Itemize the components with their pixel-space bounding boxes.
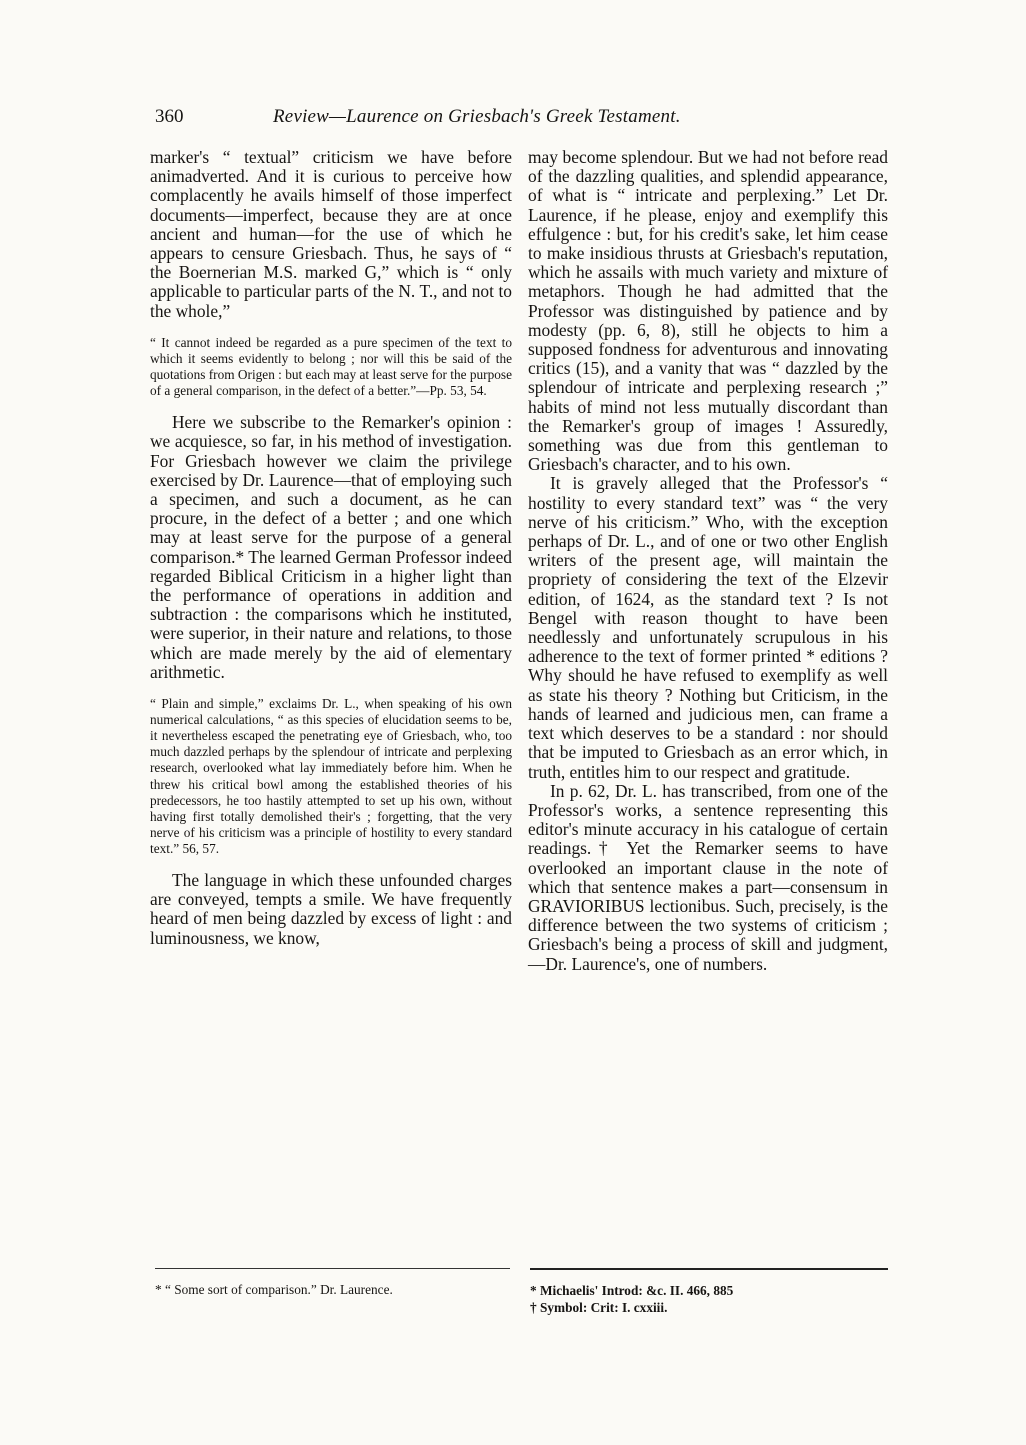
page-number: 360: [155, 106, 184, 127]
left-paragraph-2: Here we subscribe to the Remarker's opinion : we acquiesce, so far, in his method of investigation. For Griesbach however we claim the privilege exercised by Dr. Laurence—that of employing such a specimen, and such a document, as he can procure, in the defect of a better ; and one which may at least serve for the purpose of a general comparison.* The learned German Professor indeed regarded Biblical Criticism in a higher light than the performance of operations in addition and subtraction : the comparisons which he instituted, were superior, in their nature and relations, to those which are made merely by the aid of elementary arithmetic.: [150, 412, 512, 682]
left-paragraph-3: The language in which these unfounded charges are conveyed, tempts a smile. We have frequently heard of men being dazzled by excess of light : and luminousness, we know,: [150, 869, 512, 948]
left-column: [150, 148, 512, 948]
footnote-right-2: † Symbol: Crit: I. cxxiii.: [530, 1300, 668, 1315]
left-quotation-2: “ Plain and simple,” exclaims Dr. L., when speaking of his own numerical calculations, “ as this species of elucidation seems to be, it nevertheless escaped the penetrating eye of Griesbach, who, too much dazzled perhaps by the splendour of intricate and perplexing research, overlooked what lay immediately before him. When he threw his critical bowl among the established theories of his predecessors, he too hastily attempted to set up his own, without having first totally demolished their's ; forgetting, that the very nerve of his criticism was a principle of hostility to every standard text.” 56, 57.: [150, 696, 512, 856]
left-paragraph-1: marker's “ textual” criticism we have before animadverted. And it is curious to perceive how complacently he avails himself of those imperfect documents—imperfect, because they are at once ancient and human—for the use of which he appears to censure Griesbach. Thus, he says of “ the Boernerian M.S. marked G,” which is “ only applicable to particular parts of the N. T., and not to the whole,”: [150, 147, 512, 321]
footnote-left: * “ Some sort of comparison.” Dr. Laurence.: [155, 1282, 393, 1297]
left-footnotes: [155, 1268, 510, 1298]
footnote-right-1: * Michaelis' Introd: &c. II. 466, 885: [530, 1283, 734, 1298]
right-paragraph-2: It is gravely alleged that the Professor's “ hostility to every standard text” was “ the very nerve of his criticism.” Who, with the exception perhaps of Dr. L., and of one or two other English writers of the present age, will maintain the propriety of considering the text of the Elzevir edition, of 1624, as the standard text ? Is not Bengel with reason thought to have been needlessly and unfortunately scrupulous in his adherence to the text of former printed * editions ? Why should he have refused to exemplify as well as state his theory ? Nothing but Criticism, in the hands of learned and judicious men, can frame a text which deserves to be a standard : nor should that be imputed to Griesbach as an error which, in truth, entitles him to our respect and gratitude.: [528, 473, 888, 782]
right-paragraph-3: In p. 62, Dr. L. has transcribed, from one of the Professor's works, a sentence representing this editor's minute accuracy in his catalogue of certain readings.† Yet the Remarker seems to have overlooked an important clause in the note of which that sentence makes a part—consensum in GRAVIORIBUS lectionibus. Such, precisely, is the difference between the two systems of criticism ; Griesbach's being a process of skill and judgment, —Dr. Laurence's, one of numbers.: [528, 780, 888, 974]
running-header: [155, 104, 890, 136]
right-footnotes: [530, 1268, 888, 1316]
left-quotation-1: “ It cannot indeed be regarded as a pure specimen of the text to which it seems evidently to belong ; nor will this be said of the quotations from Origen : but each may at least serve for the purpose of a general comparison, in the defect of a better.”—Pp. 53, 54.: [150, 334, 512, 399]
right-column: [528, 148, 888, 974]
right-paragraph-1: may become splendour. But we had not before read of the dazzling qualities, and splendid appearance, of what is “ intricate and perplexing.” Let Dr. Laurence, if he please, enjoy and exemplify this effulgence : but, for his credit's sake, let him cease to make insidious thrusts at Griesbach's reputation, which he assails with much variety and mixture of metaphors. Though he had admitted that the Professor was distinguished by patience and by modesty (pp. 6, 8), still he objects to him a supposed fondness for adventurous and innovating critics (15), and a vanity that was “ dazzled by the splendour of intricate and perplexing research ;” habits of mind not less mutually discordant than the Remarker's group of images ! Assuredly, something was due from this gentleman to Griesbach's character, and to his own.: [528, 147, 888, 475]
running-title: Review—Laurence on Griesbach's Greek Testament.: [273, 106, 681, 127]
